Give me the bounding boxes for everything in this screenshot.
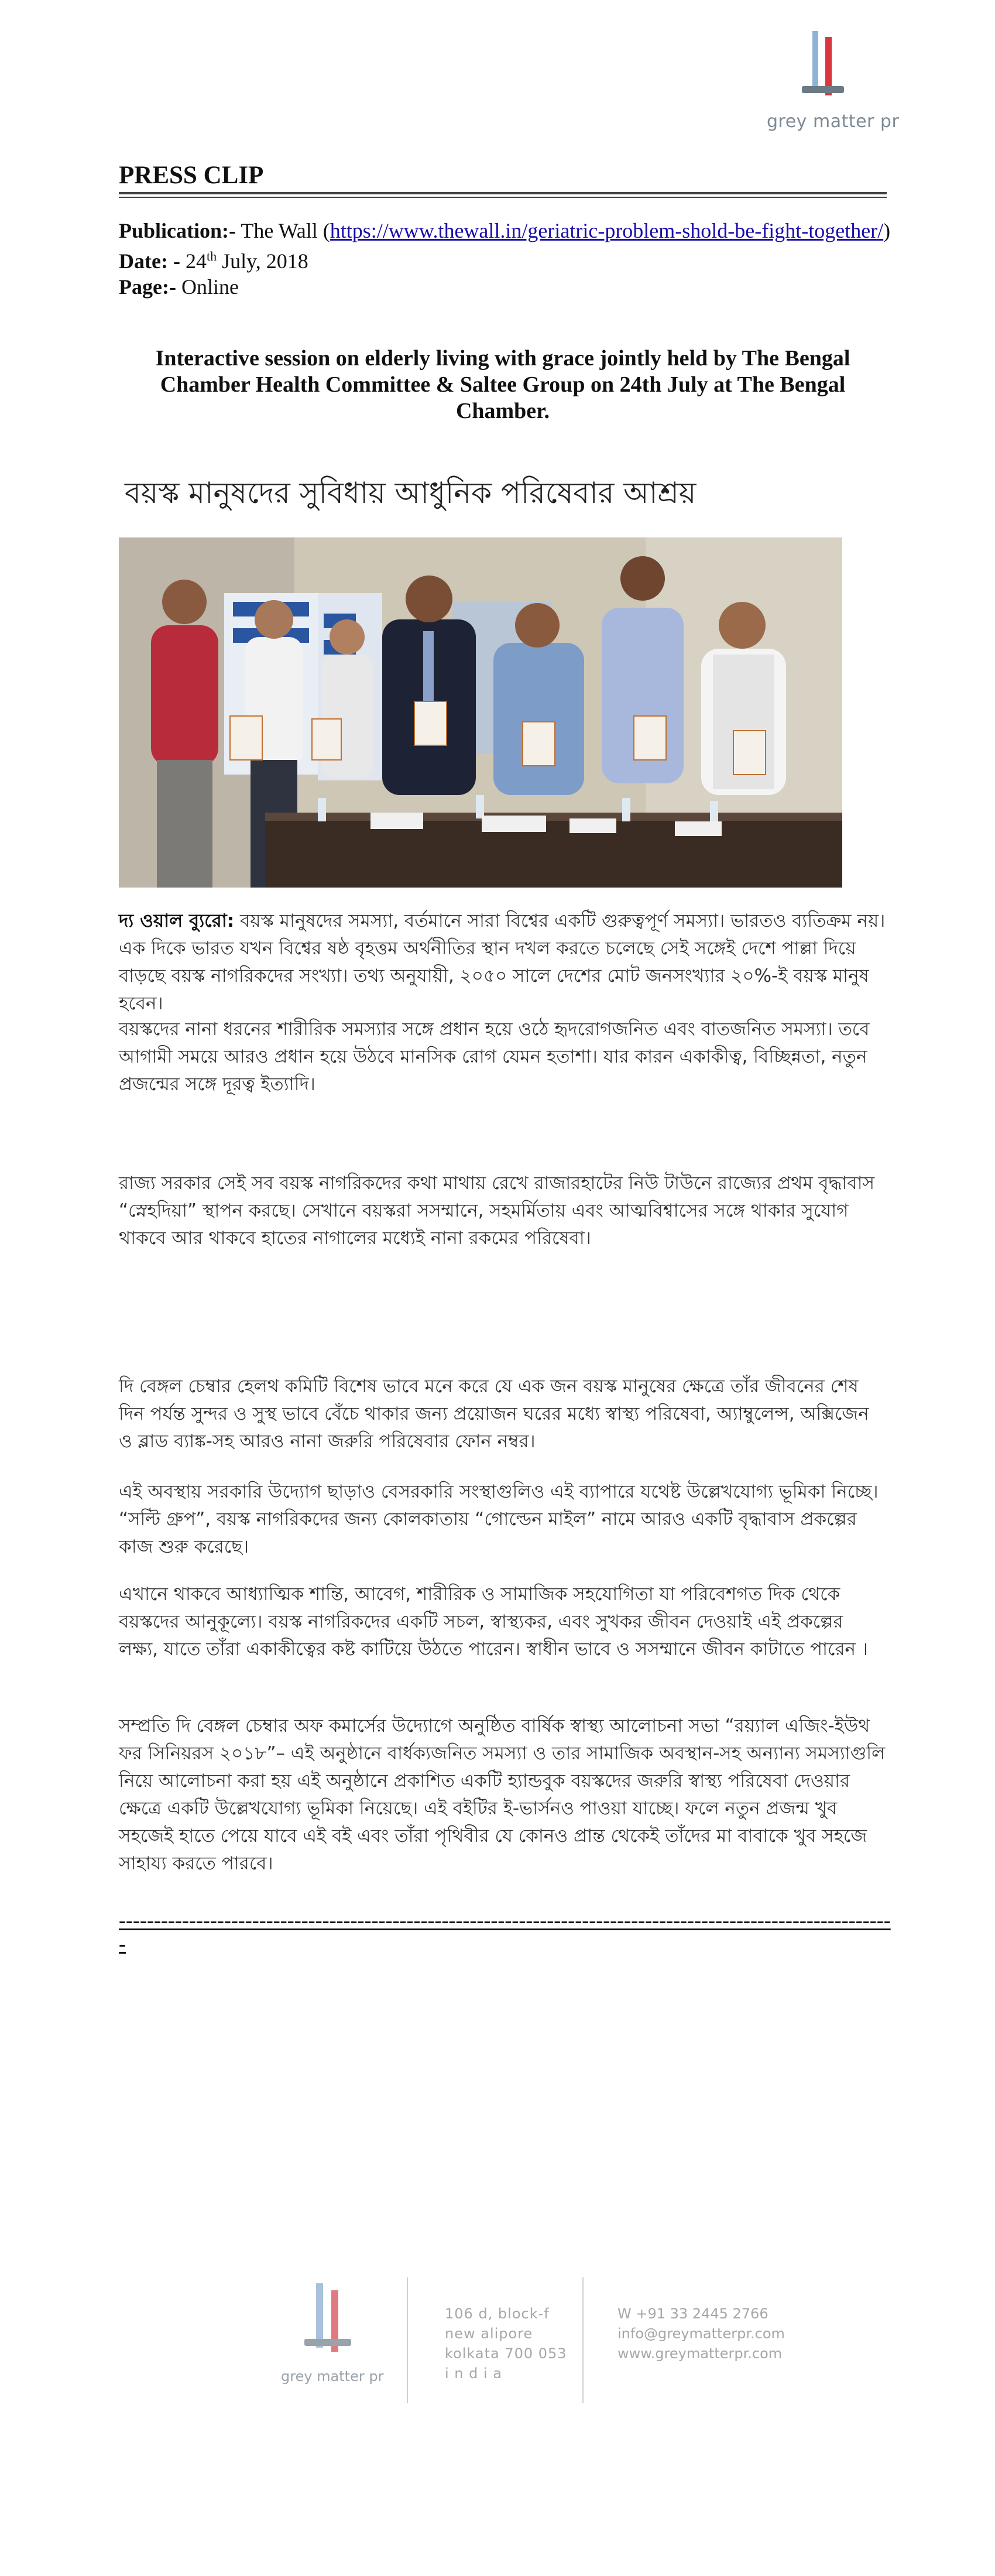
footer-divider: [407, 2277, 408, 2403]
phone-number: W +91 33 2445 2766: [617, 2306, 768, 2322]
email-address[interactable]: info@greymatterpr.com: [617, 2325, 785, 2342]
footer-contact: [617, 2304, 785, 2363]
publication-link[interactable]: https://www.thewall.in/geriatric-problem-shold-be-fight-together/: [330, 219, 884, 242]
publication-value: The Wall (: [241, 219, 330, 242]
bengali-headline: বয়স্ক মানুষদের সুবিধায় আধুনিক পরিষেবার আশ্রয়: [125, 476, 696, 510]
separator-line: ---------------------------------------------------------------------------------------------------------------: [119, 1909, 891, 1955]
paragraph-text: এই অবস্থায় সরকারি উদ্যোগ ছাড়াও বেসরকারি সংস্থাগুলিও এই ব্যাপারে যথেষ্ট উল্লেখযোগ্য ভূমিকা নিচ্ছে। “সল্টি গ্রুপ”, বয়স্ক নাগরিকদের জন্য কোলকাতায় “গোল্ডেন মাইল” নামে আরও একটি বৃদ্ধাবাস প্রকল্পের কাজ শুরু করেছে।: [119, 1481, 879, 1557]
page-title: PRESS CLIP: [119, 162, 264, 189]
article-paragraph-6: [119, 1581, 886, 1663]
page-line: [119, 274, 891, 300]
address-line: i n d i a: [445, 2365, 503, 2382]
clip-meta: [119, 218, 891, 300]
title-rule: [119, 192, 887, 194]
paragraph-text: দি বেঙ্গল চেম্বার হেলথ কমিটি বিশেষ ভাবে মনে করে যে এক জন বয়স্ক মানুষের ক্ষেত্রে তাঁর জীবনের শেষ দিন পর্যন্ত সুন্দর ও সুস্থ ভাবে বেঁচে থাকার জন্য প্রয়োজন ঘরের মধ্যে স্বাস্থ্য পরিষেবা, অ্যাম্বুলেন্স, অক্সিজেন ও ব্লাড ব্যাঙ্ক-সহ আরও নানা জরুরি পরিষেবার ফোন নম্বর।: [119, 1376, 869, 1452]
event-photo-image: [119, 537, 842, 888]
footer-logo-text: grey matter pr: [281, 2368, 384, 2385]
company-logo: [755, 20, 907, 143]
end-separator: [119, 1909, 891, 1955]
event-photo: [119, 537, 842, 888]
footer-divider: [582, 2277, 584, 2403]
date-day: 24: [185, 249, 207, 273]
byline: দ্য ওয়াল ব্যুরো:: [119, 910, 235, 931]
article-paragraph-5: [119, 1478, 886, 1561]
address-line: 106 d, block-f: [445, 2306, 550, 2322]
publication-close: ): [883, 219, 891, 242]
publication-line: [119, 218, 891, 244]
date-suffix: th: [206, 249, 217, 263]
paragraph-text: সম্প্রতি দি বেঙ্গল চেম্বার অফ কমার্সের উদ্যোগে অনুষ্ঠিত বার্ষিক স্বাস্থ্য আলোচনা সভা “রয়্যাল এজিং-ইউথ ফর সিনিয়রস ২০১৮”– এই অনুষ্ঠানে বার্ধক্যজনিত সমস্যা ও তার সামাজিক অবস্থান-সহ অন্যান্য সমস্যাগুলি নিয়ে আলোচনা করা হয় এই অনুষ্ঠানে প্রকাশিত একটি হ্যান্ডবুক বয়স্কদের জরুরি স্বাস্থ্য পরিষেবা দেওয়ার ক্ষেত্রে একটি উল্লেখযোগ্য ভূমিকা নিয়েছে। এই বইটির ই-ভার্সনও পাওয়া যাচ্ছে। ফলে নতুন প্রজন্ম খুব সহজেই হাতে পেয়ে যাবে এই বই এবং তাঁরা পৃথিবীর যে কোনও প্রান্ত থেকেই তাঁদের মা বাবাকে খুব সহজে সাহায্য করতে পারবে।: [119, 1715, 886, 1874]
letterhead-footer: [258, 2277, 784, 2418]
website-address[interactable]: www.greymatterpr.com: [617, 2345, 783, 2362]
paragraph-text: বয়স্ক মানুষদের সমস্যা, বর্তমানে সারা বিশ্বের একটি গুরুত্বপূর্ণ সমস্যা। ভারতও ব্যতিক্রম নয়। এক দিকে ভারত যখন বিশ্বের ষষ্ঠ বৃহত্তম অর্থনীতির স্থান দখল করতে চলেছে সেই সঙ্গেই দেশে পাল্লা দিয়ে বাড়ছে বয়স্ক নাগরিকদের সংখ্যা। তথ্য অনুযায়ী, ২০৫০ সালে দেশের মোট জনসংখ্যার ২০%-ই বয়স্ক মানুষ হবেন।: [119, 910, 886, 1014]
article-paragraph-4: [119, 1373, 886, 1455]
article-paragraph-7: [119, 1712, 886, 1878]
paragraph-text: বয়স্কদের নানা ধরনের শারীরিক সমস্যার সঙ্গে প্রধান হয়ে ওঠে হৃদরোগজনিত এবং বাতজনিত সমস্যা। তবে আগামী সময়ে আরও প্রধান হয়ে উঠবে মানসিক রোগ যেমন হতাশা। যার কারন একাকীত্ব, বিচ্ছিন্নতা, নতুন প্রজন্মের সঙ্গে দূরত্ব ইত্যাদি।: [119, 1019, 870, 1095]
footer-address: [445, 2304, 567, 2383]
paragraph-text: রাজ্য সরকার সেই সব বয়স্ক নাগরিকদের কথা মাথায় রেখে রাজারহাটের নিউ টাউনে রাজ্যের প্রথম বৃদ্ধাবাস “স্নেহদিয়া” স্থাপন করছে। সেখানে বয়স্করা সসম্মানে, সহমর্মিতায় এবং আত্মবিশ্বাসের সঙ্গে থাকার সুযোগ থাকবে আর থাকবে হাতের নাগালের মধ্যেই নানা রকমের পরিষেবা।: [119, 1173, 875, 1249]
date-line: [119, 244, 891, 274]
page-value: Online: [181, 275, 239, 299]
address-line: kolkata 700 053: [445, 2345, 567, 2362]
title-rule-thin: [119, 197, 887, 198]
page-label: Page:-: [119, 275, 176, 299]
article-paragraph-3: [119, 1170, 886, 1252]
paragraph-text: এখানে থাকবে আধ্যাত্মিক শান্তি, আবেগ, শারীরিক ও সামাজিক সহযোগিতা যা পরিবেশগত দিক থেকে বয়স্কদের আনুকূল্যে। বয়স্ক নাগরিকদের একটি সচল, স্বাস্থ্যকর, এবং সুখকর জীবন দেওয়াই এই প্রকল্পের লক্ষ্য, যাতে তাঁরা একাকীত্বের কষ্ট কাটিয়ে উঠতে পারেন। স্বাধীন ভাবে ও সসম্মানে জীবন কাটাতে পারেন ।: [119, 1584, 868, 1660]
article-paragraph-2: [119, 1016, 886, 1098]
grey-matter-logo-icon: [796, 26, 866, 114]
address-line: new alipore: [445, 2325, 533, 2342]
english-headline: Interactive session on elderly living with grace jointly held by The Bengal Chamber Health Committee & Saltee Group on 24th July at The Bengal Chamber.: [155, 346, 850, 423]
date-rest: July, 2018: [217, 249, 308, 273]
publication-label: Publication:-: [119, 219, 236, 242]
article-paragraph-1: [119, 907, 886, 1018]
date-label: Date: -: [119, 249, 180, 273]
footer-logo-icon: [293, 2277, 375, 2365]
logo-text: grey matter pr: [767, 111, 900, 132]
